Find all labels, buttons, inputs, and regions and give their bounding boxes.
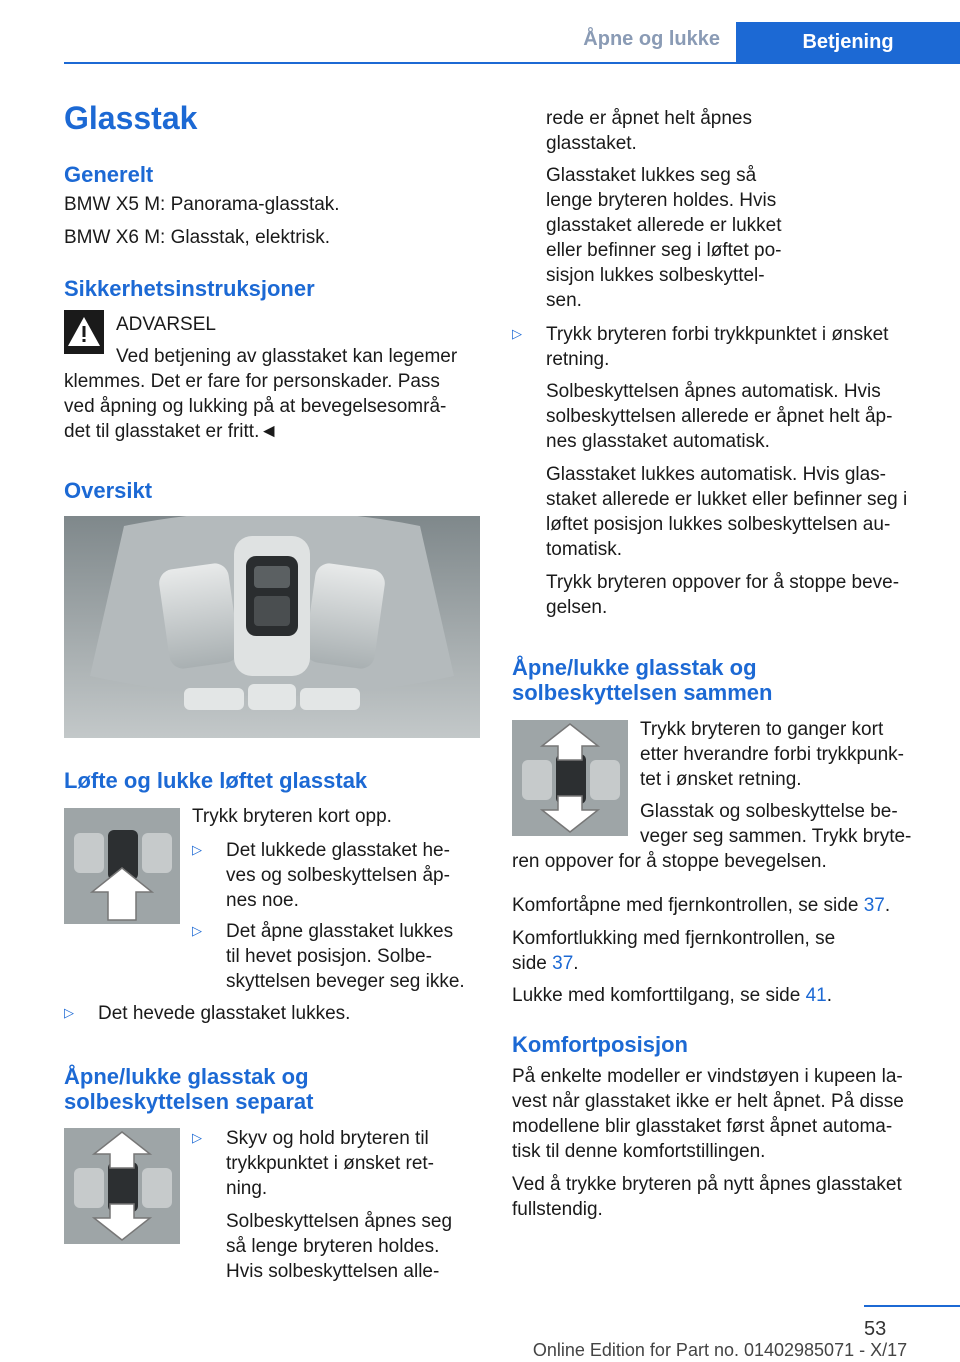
bullet-icon: ▷ (64, 1005, 74, 1020)
together-p2-line-3: ren oppover for å stoppe bevegelsen. (512, 851, 827, 872)
raise-b2-line-3: skyttelsen beveger seg ikke. (226, 971, 465, 992)
sep-p1-line-1: Solbeskyttelsen åpnes seg (226, 1211, 453, 1232)
comfort-close-text: side (512, 953, 553, 974)
comfort-close-line-1: Komfortlukking med fjernkontrollen, se (512, 928, 836, 949)
together-p1-line-3: tet i ønsket retning. (640, 769, 802, 790)
comfort-access-line (512, 983, 832, 1008)
bullet-icon: ▷ (192, 923, 202, 938)
cont2-line-6: sen. (546, 290, 582, 311)
together-p1-line-1: Trykk bryteren to ganger kort (640, 719, 884, 740)
cont2-line-3: glasstaket allerede er lukket (546, 215, 782, 236)
warning-line-1: Ved betjening av glasstaket kan legemer (116, 346, 458, 367)
raise-b1-line-3: nes noe. (226, 890, 299, 911)
overview-photo (64, 516, 480, 738)
warning-line-3: ved åpning og lukking på at bevegelsesområ- (64, 396, 447, 417)
comfort-p2-line-2: fullstendig. (512, 1199, 603, 1220)
heading-safety: Sikkerhetsinstruksjoner (64, 276, 315, 301)
cont2-line-5: sisjon lukkes solbeskyttel- (546, 265, 765, 286)
raise-b1-line-1: Det lukkede glasstaket he- (226, 840, 450, 861)
auto2-line-3: løftet posisjon lukkes solbeskyttelsen au- (546, 514, 891, 535)
comfort-open-line (512, 893, 890, 918)
page-title: Glasstak (64, 100, 198, 136)
cont2-line-4: eller befinner seg i løftet po- (546, 240, 782, 261)
raise-switch-photo (64, 808, 180, 924)
raise-intro: Trykk bryteren kort opp. (192, 806, 392, 827)
sep-b1-line-3: ning. (226, 1178, 268, 1199)
warning-title: ADVARSEL (116, 314, 216, 335)
raise-b3: Det hevede glasstaket lukkes. (98, 1003, 351, 1024)
auto1-line-3: nes glasstaket automatisk. (546, 431, 770, 452)
auto3-line-2: gelsen. (546, 597, 608, 618)
auto1-line-2: solbeskyttelsen allerede er åpnet helt åp- (546, 406, 893, 427)
heading-together-line-1: Åpne/lukke glasstak og (512, 655, 757, 680)
b2-line-2: retning. (546, 349, 610, 370)
b2-line-1: Trykk bryteren forbi trykkpunktet i ønsket (546, 324, 889, 345)
comfort-access-end: . (826, 985, 833, 1006)
sep-b1-line-2: trykkpunktet i ønsket ret- (226, 1153, 435, 1174)
auto1-line-1: Solbeskyttelsen åpnes automatisk. Hvis (546, 381, 881, 402)
comfort-p1-line-1: På enkelte modeller er vindstøyen i kupeen la- (512, 1066, 903, 1087)
comfort-access-text: Lukke med komforttilgang, se side (512, 985, 806, 1006)
page-number: 53 (864, 1318, 887, 1340)
comfort-open-text: Komfortåpne med fjernkontrollen, se side (512, 895, 864, 916)
auto2-line-1: Glasstaket lukkes automatisk. Hvis glas- (546, 464, 887, 485)
general-line-2: BMW X6 M: Glasstak, elektrisk. (64, 227, 331, 248)
comfort-p1-line-4: tisk til denne komfortstillingen. (512, 1141, 766, 1162)
bullet-icon: ▷ (192, 1130, 202, 1145)
auto3-line-1: Trykk bryteren oppover for å stoppe beve- (546, 572, 900, 593)
warning-triangle-icon (64, 310, 104, 354)
cont1-line-2: glasstaket. (546, 133, 637, 154)
auto2-line-2: staket allerede er lukket eller befinner seg i (546, 489, 908, 510)
sep-p1-line-2: så lenge bryteren holdes. (226, 1236, 440, 1257)
heading-general: Generelt (64, 162, 154, 187)
comfort-open-page-link[interactable]: 37 (863, 895, 885, 916)
warning-line-2: klemmes. Det er fare for personskader. Pass (64, 371, 440, 392)
comfort-p1-line-2: vest når glasstaket ikke er helt åpnet. På disse (512, 1091, 904, 1112)
raise-b1-line-2: ves og solbeskyttelsen åp- (226, 865, 450, 886)
together-switch-photo (512, 720, 628, 836)
comfort-open-end: . (884, 895, 891, 916)
general-line-1: BMW X5 M: Panorama-glasstak. (64, 194, 340, 215)
together-p2-line-2: veger seg sammen. Trykk bryte- (640, 826, 912, 847)
footer-edition: Online Edition for Part no. 01402985071 - X/17 (532, 1340, 908, 1360)
comfort-p1-line-3: modellene blir glasstaket først åpnet automa- (512, 1116, 893, 1137)
heading-together-line-2: solbeskyttelsen sammen (512, 680, 773, 705)
sep-b1-line-1: Skyv og hold bryteren til (226, 1128, 429, 1149)
separate-switch-photo (64, 1128, 180, 1244)
raise-b2-line-1: Det åpne glasstaket lukkes (226, 921, 454, 942)
warning-line-4: det til glasstaket er fritt.◄ (64, 421, 279, 442)
comfort-access-page-link[interactable]: 41 (805, 985, 827, 1006)
heading-separate-line-2: solbeskyttelsen separat (64, 1089, 314, 1114)
footer-rule (864, 1305, 960, 1307)
heading-overview: Oversikt (64, 478, 153, 503)
header-chapter-tab: Betjening (736, 22, 960, 62)
header-section-title: Åpne og lukke (583, 28, 720, 50)
comfort-p2-line-1: Ved å trykke bryteren på nytt åpnes glasstaket (512, 1174, 902, 1195)
heading-separate-line-1: Åpne/lukke glasstak og (64, 1064, 309, 1089)
bullet-icon: ▷ (192, 842, 202, 857)
heading-comfort: Komfortposisjon (512, 1032, 688, 1057)
header-rule (64, 62, 960, 64)
heading-raise: Løfte og lukke løftet glasstak (64, 768, 368, 793)
together-p2-line-1: Glasstak og solbeskyttelse be- (640, 801, 898, 822)
raise-b2-line-2: til hevet posisjon. Solbe- (226, 946, 432, 967)
comfort-close-end: . (573, 953, 579, 974)
comfort-close-page-link[interactable]: 37 (552, 953, 574, 974)
cont2-line-2: lenge bryteren holdes. Hvis (546, 190, 777, 211)
sep-p1-line-3: Hvis solbeskyttelsen alle- (226, 1261, 440, 1282)
auto2-line-4: tomatisk. (546, 539, 623, 560)
together-p1-line-2: etter hverandre forbi trykkpunk- (640, 744, 905, 765)
comfort-close-line-2 (512, 951, 579, 976)
cont1-line-1: rede er åpnet helt åpnes (546, 108, 752, 129)
cont2-line-1: Glasstaket lukkes seg så (546, 165, 757, 186)
bullet-icon: ▷ (512, 326, 522, 341)
